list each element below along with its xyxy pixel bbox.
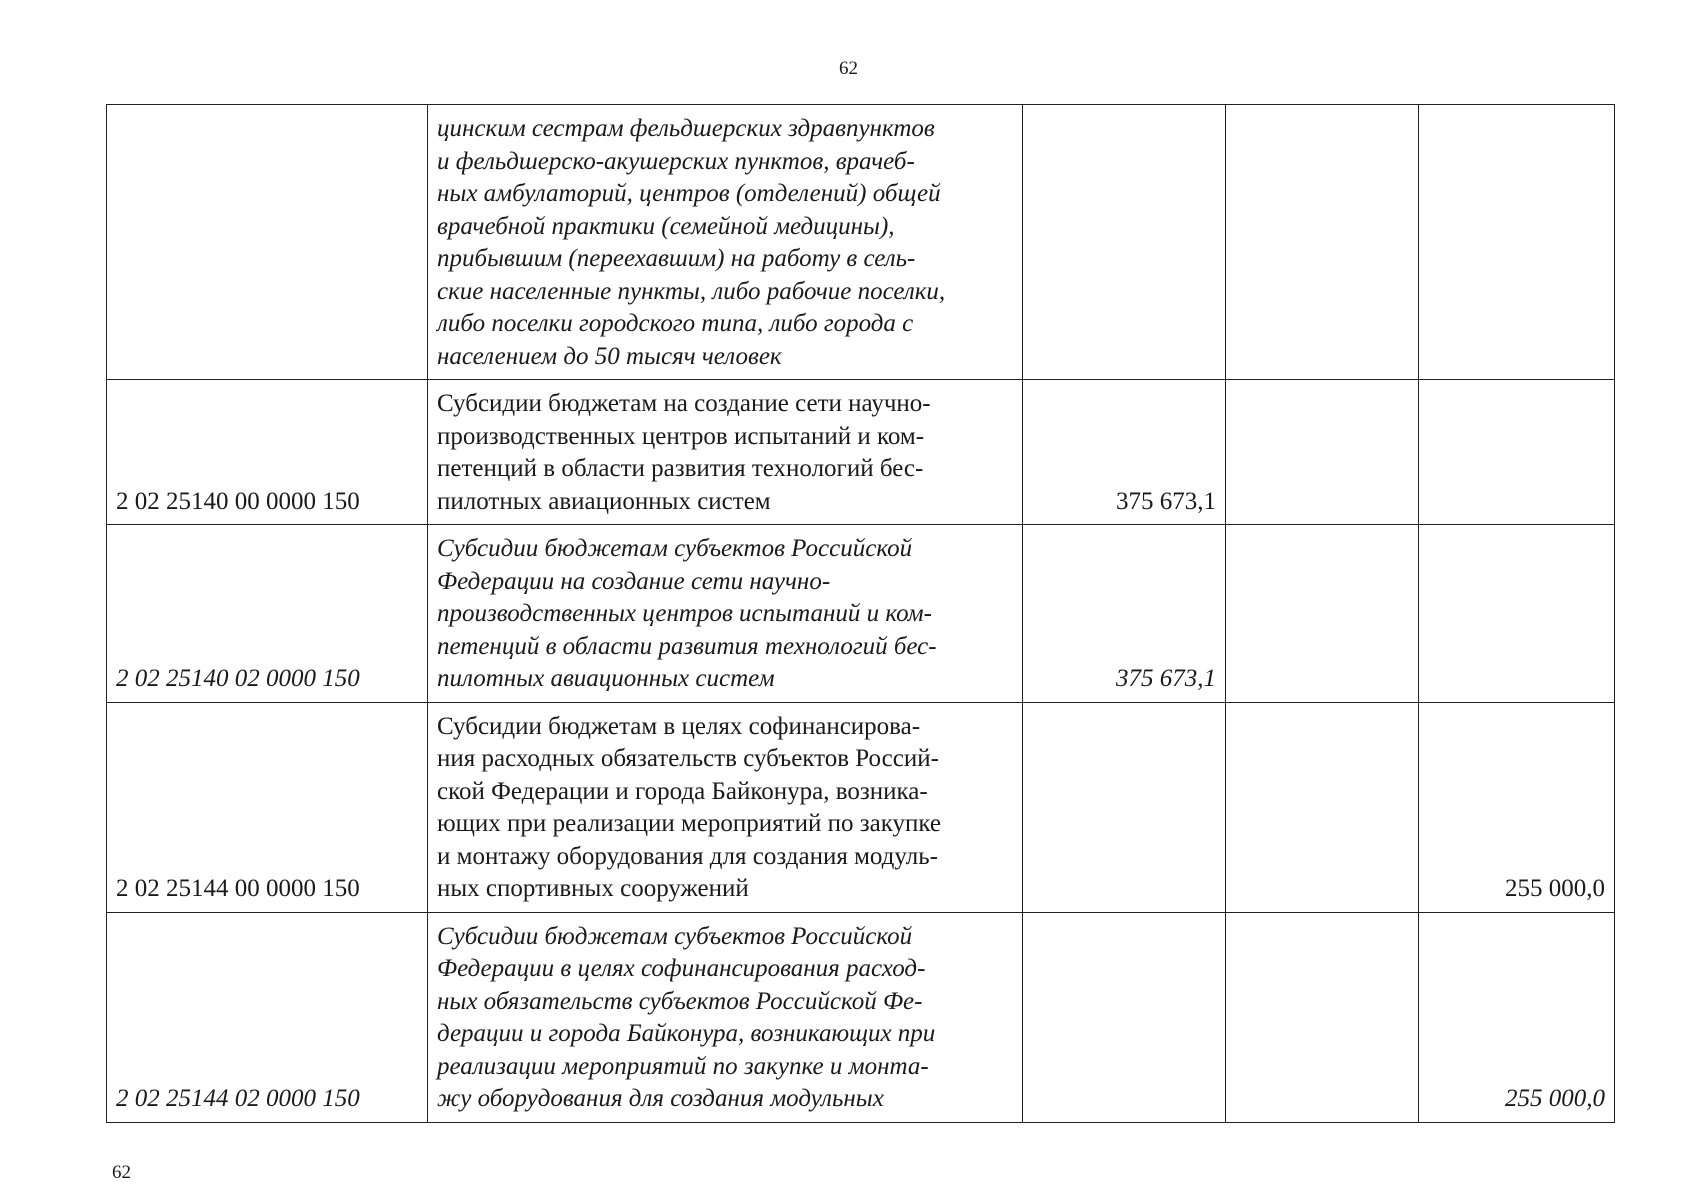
name-line: Федерации на создание сети научно-	[437, 567, 831, 595]
name-line: пилотных авиационных систем	[437, 665, 775, 692]
name-line: пилотных авиационных систем	[437, 487, 771, 515]
name-line: цинским сестрам фельдшерских здравпунктов	[437, 115, 935, 142]
cell-code: 2 02 25144 02 0000 150	[107, 912, 428, 1122]
cell-code: 2 02 25140 02 0000 150	[107, 525, 428, 703]
cell-value-3	[1419, 105, 1615, 380]
cell-value-3: 255 000,0	[1419, 702, 1615, 912]
name-line: и монтажу оборудования для создания модуль-	[437, 842, 939, 870]
cell-value-2	[1226, 105, 1419, 380]
table-row	[107, 105, 1615, 380]
table-row	[107, 702, 1615, 912]
cell-name	[428, 912, 1023, 1122]
cell-value-2	[1226, 702, 1419, 912]
cell-value-1	[1023, 105, 1226, 380]
name-line: ской Федерации и города Байконура, возника-	[437, 777, 928, 805]
cell-value-3: 255 000,0	[1419, 912, 1615, 1122]
table-row	[107, 380, 1615, 525]
budget-table-body	[107, 105, 1615, 1123]
name-line: ных амбулаторий, центров (отделений) общей	[437, 180, 941, 207]
cell-code	[107, 105, 428, 380]
name-line: либо поселки городского типа, либо города с	[437, 310, 914, 337]
name-line: и фельдшерско-акушерских пунктов, врачеб-	[437, 147, 915, 175]
name-line: населением до 50 тысяч человек	[437, 342, 782, 370]
cell-value-3	[1419, 525, 1615, 703]
cell-value-1	[1023, 702, 1226, 912]
name-line: Субсидии бюджетам субъектов Российской	[437, 922, 913, 950]
page-number-top: 62	[839, 58, 858, 79]
cell-value-1: 375 673,1	[1023, 380, 1226, 525]
cell-value-2	[1226, 912, 1419, 1122]
cell-name	[428, 702, 1023, 912]
name-line: жу оборудования для создания модульных	[437, 1085, 884, 1112]
name-line: прибывшим (переехавшим) на работу в сель-	[437, 245, 916, 272]
cell-value-2	[1226, 525, 1419, 703]
cell-name	[428, 525, 1023, 703]
cell-code: 2 02 25144 00 0000 150	[107, 702, 428, 912]
name-line: ния расходных обязательств субъектов Россий-	[437, 745, 939, 772]
name-line: ющих при реализации мероприятий по закупке	[437, 810, 941, 837]
name-line: ские населенные пункты, либо рабочие поселки,	[437, 277, 946, 305]
name-line: петенций в области развития технологий бес-	[437, 455, 924, 482]
name-line: ных спортивных сооружений	[437, 875, 749, 902]
name-line: производственных центров испытаний и ком-	[437, 422, 925, 450]
cell-code: 2 02 25140 00 0000 150	[107, 380, 428, 525]
name-line: Субсидии бюджетам на создание сети научно-	[437, 390, 931, 417]
cell-value-1: 375 673,1	[1023, 525, 1226, 703]
name-line: ных обязательств субъектов Российской Фе-	[437, 987, 923, 1015]
cell-name	[428, 105, 1023, 380]
page-number-bottom: 62	[112, 1162, 131, 1183]
name-line: петенций в области развития технологий бес-	[437, 632, 937, 660]
table-row	[107, 912, 1615, 1122]
name-line: производственных центров испытаний и ком-	[437, 600, 932, 627]
budget-table	[106, 104, 1615, 1123]
cell-name	[428, 380, 1023, 525]
table-row	[107, 525, 1615, 703]
name-line: Субсидии бюджетам в целях софинансирова-	[437, 712, 921, 740]
cell-value-1	[1023, 912, 1226, 1122]
name-line: врачебной практики (семейной медицины),	[437, 212, 895, 240]
cell-value-3	[1419, 380, 1615, 525]
cell-value-2	[1226, 380, 1419, 525]
name-line: реализации мероприятий по закупке и монта-	[437, 1052, 929, 1080]
name-line: Субсидии бюджетам субъектов Российской	[437, 535, 913, 562]
name-line: Федерации в целях софинансирования расход-	[437, 955, 926, 982]
name-line: дерации и города Байконура, возникающих при	[437, 1020, 936, 1047]
